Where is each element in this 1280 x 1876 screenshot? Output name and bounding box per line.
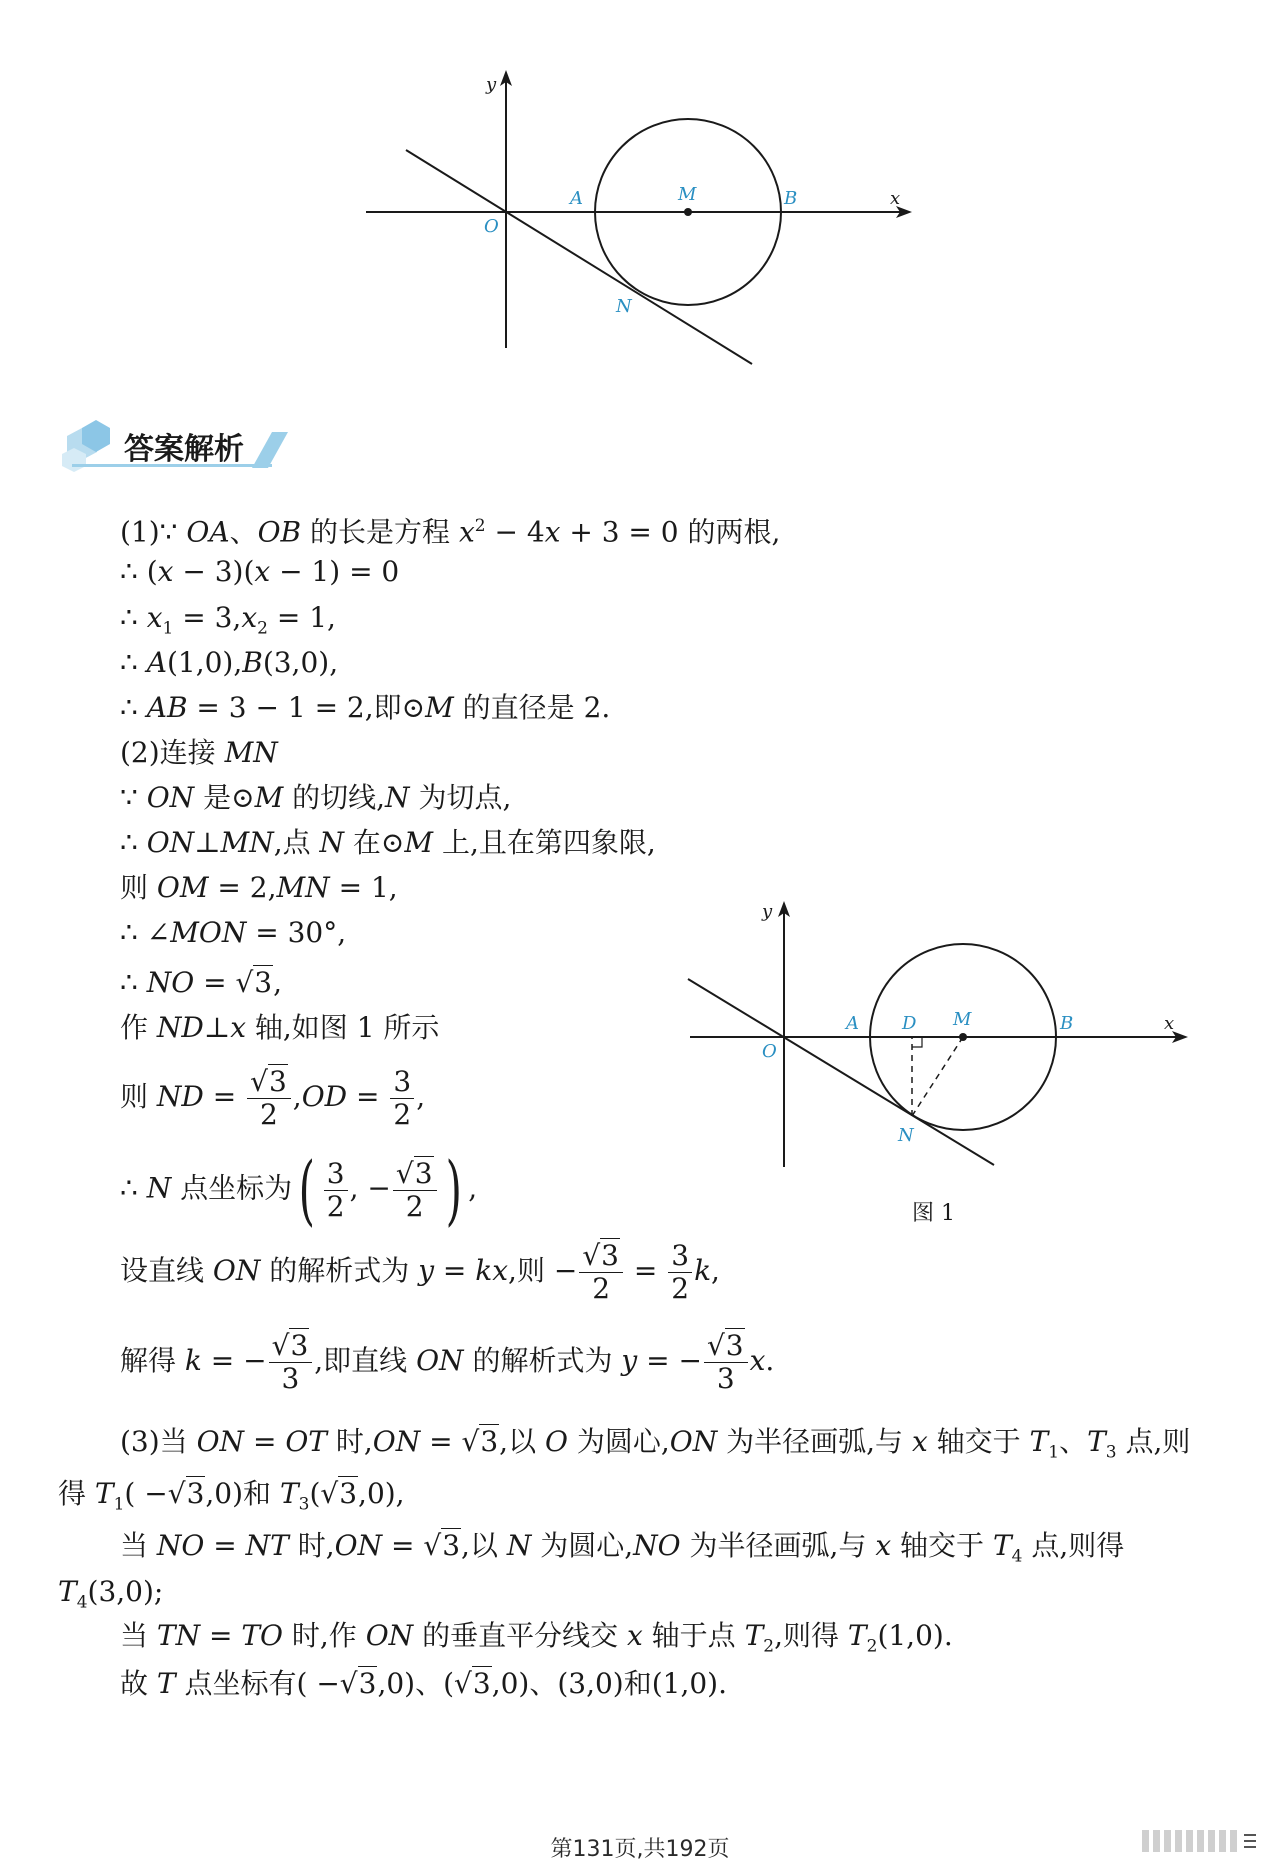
top-label-o: O bbox=[484, 216, 499, 237]
p2-line-6: ∴ NO = √3, bbox=[120, 966, 283, 999]
p2-line-4: 则 OM = 2,MN = 1, bbox=[120, 871, 398, 904]
fig1-label-x: x bbox=[1164, 1013, 1175, 1034]
answer-banner bbox=[52, 416, 292, 476]
top-point-m bbox=[684, 208, 692, 216]
p3-line-2: 得 $T_1( -√3,0)$和 $T_3(√3,0)$, bbox=[58, 1477, 405, 1515]
fig1-label-n: N bbox=[898, 1125, 914, 1146]
p2-line-2: ∵ ON 是⊙M 的切线,N 为切点, bbox=[120, 781, 512, 814]
thumbnail-strip-icon bbox=[1140, 1826, 1260, 1856]
top-label-b: B bbox=[784, 188, 798, 209]
p3-line-5: 当 TN = TO 时,作 ON 的垂直平分线交 x 轴于点 $T_2$,则得 $T_2(1,0)$. bbox=[120, 1619, 953, 1657]
top-label-n: N bbox=[616, 296, 632, 317]
figure1-caption: 图 1 bbox=[912, 1201, 955, 1226]
fig1-tangent-line bbox=[688, 979, 994, 1165]
top-diagram bbox=[360, 70, 920, 370]
p2-line-5: ∴ ∠MON = 30°, bbox=[120, 916, 347, 949]
p2-line-9: ∴ N 点坐标为( $\frac{3}{2}$ , − $\frac{√3}{2}$ ) , bbox=[120, 1145, 478, 1234]
fig1-label-a: A bbox=[846, 1013, 859, 1034]
p3-line-4: $T_4(3,0)$; bbox=[58, 1575, 164, 1613]
fig1-label-y: y bbox=[762, 901, 773, 922]
p2-line-10: 设直线 ON 的解析式为 y = kx,则 − $\frac{√3}{2}$ = $\frac{3}{2}$ k, bbox=[120, 1239, 720, 1305]
p2-line-7: 作 ND⊥x 轴,如图 1 所示 bbox=[120, 1011, 440, 1044]
p2-line-3: ∴ ON⊥MN,点 N 在⊙M 上,且在第四象限, bbox=[120, 826, 656, 859]
p2-line-11: 解得 k = − $\frac{√3}{3}$ ,即直线 ON 的解析式为 y = − $\frac{√3}{3}$ x. bbox=[120, 1329, 775, 1395]
fig1-right-angle-mark bbox=[912, 1037, 922, 1047]
p3-line-3: 当 NO = NT 时,ON = √3,以 N 为圆心,NO 为半径画弧,与 x 轴交于 $T_4$ 点,则得 bbox=[120, 1529, 1125, 1567]
fig1-label-o: O bbox=[762, 1041, 777, 1062]
top-label-m: M bbox=[678, 184, 697, 205]
p1-line-3: ∴ $x_1 = 3,x_2 = 1$, bbox=[120, 601, 336, 639]
fig1-label-m: M bbox=[953, 1009, 972, 1030]
p2-line-8: 则 ND = $\frac{√3}{2}$ ,OD = $\frac{3}{2}$ , bbox=[120, 1065, 426, 1131]
top-tangent-line bbox=[406, 150, 752, 364]
fig1-label-d: D bbox=[902, 1013, 917, 1034]
p1-line-5: ∴ AB = 3 − 1 = 2,即⊙M 的直径是 2. bbox=[120, 691, 611, 724]
top-label-y: y bbox=[486, 74, 497, 95]
p3-line-1: (3)当 ON = OT 时,ON = √3,以 O 为圆心,ON 为半径画弧,与 x 轴交于 $T_1$、$T_3$ 点,则 bbox=[120, 1425, 1191, 1463]
p3-line-6: 故 T 点坐标有( −√3,0)、(√3,0)、(3,0)和(1,0). bbox=[120, 1667, 727, 1700]
p2-line-1: (2)连接 MN bbox=[120, 736, 278, 769]
p1-line-4: ∴ A(1,0),B(3,0), bbox=[120, 646, 339, 679]
p1-line-1: (1)∵ OA、OB 的长是方程 $x^2 - 4x + 3 = 0$ 的两根, bbox=[120, 515, 781, 549]
fig1-label-b: B bbox=[1060, 1013, 1074, 1034]
footer-toolbar[interactable] bbox=[1140, 1826, 1260, 1856]
figure1-diagram bbox=[680, 895, 1200, 1185]
top-label-x: x bbox=[890, 188, 901, 209]
fig1-segment-mn bbox=[912, 1037, 963, 1116]
fig1-point-m bbox=[959, 1033, 967, 1041]
banner-title: 答案解析 bbox=[124, 432, 244, 467]
page-footer: 第131页,共192页 bbox=[550, 1837, 730, 1862]
p1-line-2: ∴ (x − 3)(x − 1) = 0 bbox=[120, 555, 400, 588]
top-label-a: A bbox=[570, 188, 583, 209]
